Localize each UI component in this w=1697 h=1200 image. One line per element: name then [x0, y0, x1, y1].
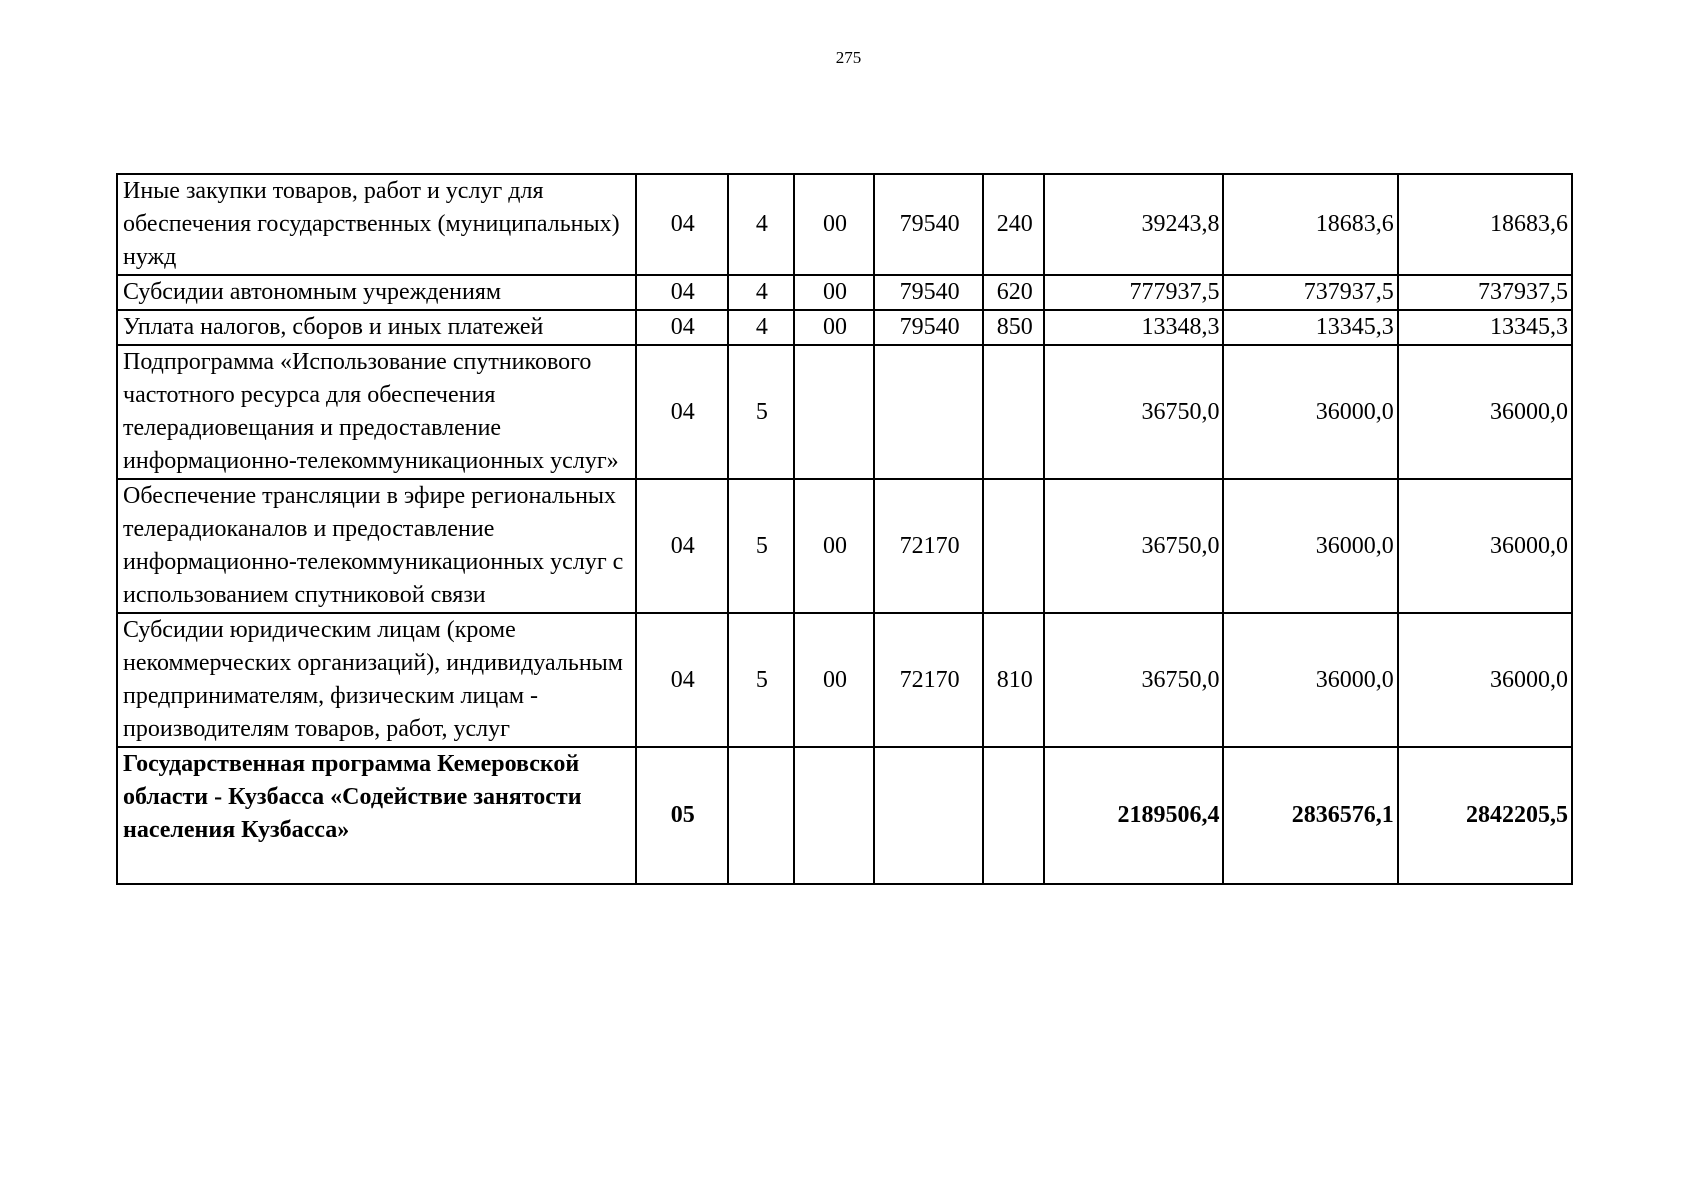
table-row — [117, 174, 1572, 275]
code-program: 04 — [636, 613, 728, 747]
row-name: Субсидии юридическим лицам (кроме некоммерческих организаций), индивидуальным предпринимателям, физическим лицам - производителям товаров, работ, услуг — [117, 613, 636, 747]
table-row-program-total — [117, 747, 1572, 884]
amount-year-1: 36750,0 — [1044, 479, 1223, 613]
table-row — [117, 613, 1572, 747]
amount-year-1: 36750,0 — [1044, 345, 1223, 479]
amount-year-2: 36000,0 — [1223, 613, 1397, 747]
code-direction: 79540 — [874, 275, 983, 310]
code-main-event — [794, 747, 874, 884]
amount-year-2: 13345,3 — [1223, 310, 1397, 345]
budget-table — [116, 173, 1573, 885]
amount-year-1: 36750,0 — [1044, 613, 1223, 747]
code-direction — [874, 345, 983, 479]
code-direction: 72170 — [874, 613, 983, 747]
amount-year-1: 777937,5 — [1044, 275, 1223, 310]
amount-year-2: 36000,0 — [1223, 479, 1397, 613]
table-row — [117, 345, 1572, 479]
amount-year-3: 2842205,5 — [1398, 747, 1572, 884]
code-expense-type: 810 — [983, 613, 1044, 747]
amount-year-2: 2836576,1 — [1223, 747, 1397, 884]
row-name: Обеспечение трансляции в эфире региональных телерадиоканалов и предоставление информационно-телекоммуникационных услуг с использованием спутниковой связи — [117, 479, 636, 613]
amount-year-3: 36000,0 — [1398, 479, 1572, 613]
code-subprogram: 4 — [728, 310, 794, 345]
amount-year-3: 737937,5 — [1398, 275, 1572, 310]
code-direction: 72170 — [874, 479, 983, 613]
amount-year-2: 36000,0 — [1223, 345, 1397, 479]
code-expense-type: 240 — [983, 174, 1044, 275]
code-subprogram: 4 — [728, 275, 794, 310]
amount-year-3: 18683,6 — [1398, 174, 1572, 275]
table-row — [117, 479, 1572, 613]
code-expense-type — [983, 345, 1044, 479]
code-program: 04 — [636, 174, 728, 275]
code-main-event: 00 — [794, 275, 874, 310]
table-row — [117, 275, 1572, 310]
code-expense-type — [983, 479, 1044, 613]
page-number: 275 — [835, 48, 862, 67]
code-expense-type — [983, 747, 1044, 884]
code-program: 04 — [636, 479, 728, 613]
amount-year-1: 39243,8 — [1044, 174, 1223, 275]
code-expense-type: 850 — [983, 310, 1044, 345]
code-subprogram — [728, 747, 794, 884]
code-direction — [874, 747, 983, 884]
row-name: Подпрограмма «Использование спутникового частотного ресурса для обеспечения телерадиовещания и предоставление информационно-телекоммуникационных услуг» — [117, 345, 636, 479]
code-program: 04 — [636, 275, 728, 310]
row-name: Иные закупки товаров, работ и услуг для обеспечения государственных (муниципальных) нужд — [117, 174, 636, 275]
amount-year-3: 36000,0 — [1398, 345, 1572, 479]
table-row — [117, 310, 1572, 345]
amount-year-1: 2189506,4 — [1044, 747, 1223, 884]
amount-year-3: 36000,0 — [1398, 613, 1572, 747]
amount-year-2: 18683,6 — [1223, 174, 1397, 275]
row-name: Субсидии автономным учреждениям — [117, 275, 636, 310]
amount-year-2: 737937,5 — [1223, 275, 1397, 310]
code-main-event — [794, 345, 874, 479]
code-subprogram: 5 — [728, 345, 794, 479]
code-program: 04 — [636, 310, 728, 345]
code-subprogram: 5 — [728, 479, 794, 613]
row-name: Уплата налогов, сборов и иных платежей — [117, 310, 636, 345]
code-main-event: 00 — [794, 479, 874, 613]
amount-year-3: 13345,3 — [1398, 310, 1572, 345]
amount-year-1: 13348,3 — [1044, 310, 1223, 345]
code-program: 05 — [636, 747, 728, 884]
code-direction: 79540 — [874, 310, 983, 345]
code-subprogram: 4 — [728, 174, 794, 275]
row-name: Государственная программа Кемеровской области - Кузбасса «Содействие занятости населения Кузбасса» — [117, 747, 636, 884]
code-main-event: 00 — [794, 174, 874, 275]
code-expense-type: 620 — [983, 275, 1044, 310]
code-main-event: 00 — [794, 613, 874, 747]
code-subprogram: 5 — [728, 613, 794, 747]
code-main-event: 00 — [794, 310, 874, 345]
code-direction: 79540 — [874, 174, 983, 275]
code-program: 04 — [636, 345, 728, 479]
